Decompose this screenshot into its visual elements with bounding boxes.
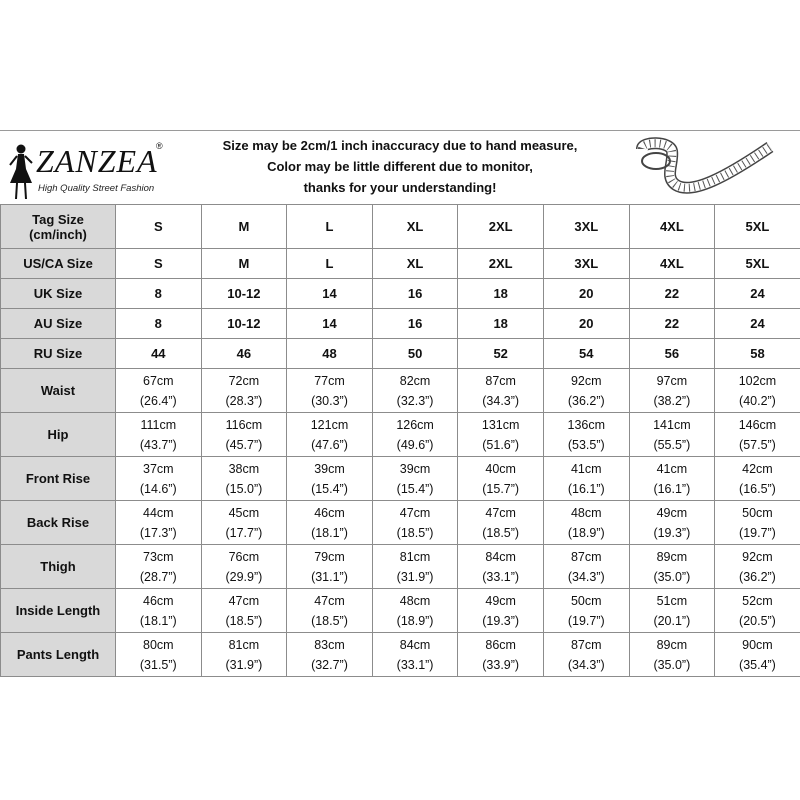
value-inch: (15.4”) bbox=[396, 481, 434, 496]
row-label: Inside Length bbox=[1, 589, 116, 633]
value-cm: 80cm bbox=[143, 637, 174, 652]
measurement-cell bbox=[715, 589, 800, 633]
measurement-cell bbox=[372, 501, 458, 545]
value-inch: (28.7”) bbox=[139, 569, 177, 584]
measurement-cell bbox=[287, 545, 373, 589]
value-cm: 45cm bbox=[228, 505, 260, 520]
measurement-cell bbox=[116, 501, 202, 545]
value-cm: 39cm bbox=[399, 461, 431, 476]
value-inch: (15.0”) bbox=[225, 481, 263, 496]
value-inch: (36.2”) bbox=[739, 569, 776, 584]
value-inch: (34.3”) bbox=[482, 393, 520, 408]
value-inch: (19.3”) bbox=[653, 525, 691, 540]
value-cm: 41cm bbox=[570, 461, 602, 476]
size-cell: 10-12 bbox=[201, 279, 287, 309]
value-inch: (17.3”) bbox=[139, 525, 177, 540]
value-cm: 116cm bbox=[225, 417, 263, 432]
measurement-cell bbox=[629, 633, 715, 677]
size-cell: S bbox=[116, 249, 202, 279]
size-cell: 50 bbox=[372, 339, 458, 369]
value-inch: (38.2”) bbox=[653, 393, 691, 408]
measurement-cell bbox=[458, 369, 544, 413]
value-cm: 131cm bbox=[481, 417, 520, 432]
value-inch: (32.7”) bbox=[311, 657, 348, 672]
value-cm: 42cm bbox=[742, 461, 773, 476]
value-cm: 39cm bbox=[314, 461, 345, 476]
size-cell: 20 bbox=[543, 309, 629, 339]
size-row bbox=[1, 249, 800, 279]
value-cm: 44cm bbox=[143, 505, 174, 520]
size-cell: 56 bbox=[629, 339, 715, 369]
value-inch: (16.1”) bbox=[567, 481, 605, 496]
size-cell: 8 bbox=[116, 309, 202, 339]
row-label: Thigh bbox=[1, 545, 116, 589]
value-cm: 73cm bbox=[143, 549, 174, 564]
measurement-cell bbox=[543, 633, 629, 677]
value-cm: 136cm bbox=[567, 417, 606, 432]
value-cm: 50cm bbox=[570, 593, 602, 608]
row-label: RU Size bbox=[1, 339, 116, 369]
value-cm: 50cm bbox=[742, 505, 773, 520]
measurement-cell bbox=[458, 457, 544, 501]
size-cell: 46 bbox=[201, 339, 287, 369]
row-label: US/CA Size bbox=[1, 249, 116, 279]
value-cm: 41cm bbox=[656, 461, 688, 476]
measurement-cell bbox=[201, 589, 287, 633]
value-inch: (28.3”) bbox=[225, 393, 263, 408]
value-cm: 79cm bbox=[314, 549, 345, 564]
measurement-row bbox=[1, 413, 800, 457]
value-cm: 111cm bbox=[140, 417, 177, 432]
value-inch: (35.4”) bbox=[739, 657, 776, 672]
measurement-cell bbox=[372, 457, 458, 501]
size-cell: 4XL bbox=[629, 249, 715, 279]
measurement-cell bbox=[201, 457, 287, 501]
value-inch: (18.1”) bbox=[139, 613, 177, 628]
size-cell: M bbox=[201, 205, 287, 249]
size-cell: 2XL bbox=[458, 249, 544, 279]
value-inch: (35.0”) bbox=[653, 657, 691, 672]
value-inch: (45.7”) bbox=[225, 437, 263, 452]
value-inch: (33.1”) bbox=[482, 569, 520, 584]
value-cm: 46cm bbox=[314, 505, 345, 520]
size-cell: 4XL bbox=[629, 205, 715, 249]
value-inch: (51.6”) bbox=[482, 437, 520, 452]
notice-line: thanks for your understanding! bbox=[303, 180, 497, 195]
size-cell: 22 bbox=[629, 309, 715, 339]
value-inch: (29.9”) bbox=[225, 569, 263, 584]
row-label: Pants Length bbox=[1, 633, 116, 677]
size-cell: XL bbox=[372, 205, 458, 249]
value-cm: 38cm bbox=[228, 461, 260, 476]
size-cell: 14 bbox=[287, 309, 373, 339]
measurement-cell bbox=[458, 545, 544, 589]
value-cm: 40cm bbox=[485, 461, 516, 476]
size-row bbox=[1, 309, 800, 339]
measurement-notice bbox=[205, 135, 595, 198]
size-row bbox=[1, 339, 800, 369]
measurement-cell bbox=[715, 369, 800, 413]
row-label: UK Size bbox=[1, 279, 116, 309]
measurement-cell bbox=[715, 545, 800, 589]
measurement-cell bbox=[629, 369, 715, 413]
row-label: Waist bbox=[1, 369, 116, 413]
value-inch: (14.6”) bbox=[139, 481, 177, 496]
notice-line: Size may be 2cm/1 inch inaccuracy due to hand measure, bbox=[222, 138, 578, 153]
measurement-cell bbox=[287, 413, 373, 457]
size-cell: L bbox=[287, 249, 373, 279]
value-cm: 141cm bbox=[653, 417, 691, 432]
measurement-cell bbox=[372, 369, 458, 413]
value-cm: 51cm bbox=[656, 593, 688, 608]
measurement-cell bbox=[629, 413, 715, 457]
value-cm: 47cm bbox=[228, 593, 260, 608]
size-cell: 18 bbox=[458, 279, 544, 309]
size-cell: 20 bbox=[543, 279, 629, 309]
size-cell: 22 bbox=[629, 279, 715, 309]
value-inch: (20.5”) bbox=[739, 613, 776, 628]
measurement-cell bbox=[287, 457, 373, 501]
value-inch: (16.1”) bbox=[653, 481, 691, 496]
measurement-cell bbox=[715, 457, 800, 501]
measurement-cell bbox=[201, 545, 287, 589]
woman-figure-icon bbox=[6, 143, 36, 203]
value-inch: (31.1”) bbox=[311, 569, 348, 584]
measurement-cell bbox=[543, 457, 629, 501]
value-inch: (36.2”) bbox=[567, 393, 605, 408]
size-chart-table bbox=[0, 204, 800, 677]
measurement-cell bbox=[715, 413, 800, 457]
size-cell: 16 bbox=[372, 279, 458, 309]
value-cm: 47cm bbox=[314, 593, 345, 608]
value-inch: (18.5”) bbox=[396, 525, 434, 540]
measurement-row bbox=[1, 589, 800, 633]
measurement-cell bbox=[543, 545, 629, 589]
size-cell: XL bbox=[372, 249, 458, 279]
value-cm: 126cm bbox=[396, 417, 434, 432]
measurement-cell bbox=[287, 633, 373, 677]
measurement-row bbox=[1, 501, 800, 545]
value-inch: (33.1”) bbox=[396, 657, 434, 672]
row-label: Back Rise bbox=[1, 501, 116, 545]
measurement-cell bbox=[201, 501, 287, 545]
size-cell: 5XL bbox=[715, 205, 800, 249]
measurement-cell bbox=[372, 545, 458, 589]
size-cell: 2XL bbox=[458, 205, 544, 249]
brand-name: ZANZEA bbox=[36, 143, 158, 179]
measurement-cell bbox=[116, 545, 202, 589]
size-cell: 8 bbox=[116, 279, 202, 309]
measurement-cell bbox=[201, 413, 287, 457]
value-inch: (15.7”) bbox=[482, 481, 520, 496]
measurement-cell bbox=[629, 457, 715, 501]
size-cell: 54 bbox=[543, 339, 629, 369]
value-cm: 49cm bbox=[656, 505, 688, 520]
value-cm: 87cm bbox=[570, 637, 602, 652]
value-inch: (34.3”) bbox=[567, 657, 605, 672]
size-cell: S bbox=[116, 205, 202, 249]
value-cm: 92cm bbox=[742, 549, 773, 564]
measurement-cell bbox=[543, 369, 629, 413]
value-cm: 67cm bbox=[143, 373, 174, 388]
value-cm: 87cm bbox=[485, 373, 516, 388]
value-cm: 84cm bbox=[399, 637, 431, 652]
size-row bbox=[1, 205, 800, 249]
size-cell: 24 bbox=[715, 309, 800, 339]
size-row bbox=[1, 279, 800, 309]
brand-tagline: High Quality Street Fashion bbox=[38, 183, 155, 194]
size-cell: M bbox=[201, 249, 287, 279]
measurement-cell bbox=[629, 501, 715, 545]
notice-line: Color may be little different due to monitor, bbox=[267, 159, 533, 174]
value-inch: (18.9”) bbox=[396, 613, 434, 628]
measurement-cell bbox=[458, 633, 544, 677]
measurement-cell bbox=[458, 413, 544, 457]
size-cell: 3XL bbox=[543, 205, 629, 249]
value-cm: 48cm bbox=[399, 593, 431, 608]
value-cm: 86cm bbox=[485, 637, 516, 652]
measurement-row bbox=[1, 633, 800, 677]
size-cell: 24 bbox=[715, 279, 800, 309]
measurement-cell bbox=[543, 589, 629, 633]
value-cm: 37cm bbox=[143, 461, 174, 476]
value-cm: 89cm bbox=[656, 637, 688, 652]
size-cell: 58 bbox=[715, 339, 800, 369]
value-inch: (31.9”) bbox=[396, 569, 434, 584]
value-inch: (17.7”) bbox=[225, 525, 263, 540]
row-label: Front Rise bbox=[1, 457, 116, 501]
value-cm: 48cm bbox=[570, 505, 602, 520]
measurement-cell bbox=[458, 589, 544, 633]
value-inch: (26.4”) bbox=[139, 393, 177, 408]
value-inch: (19.7”) bbox=[567, 613, 605, 628]
value-inch: (31.5”) bbox=[139, 657, 177, 672]
measurement-cell bbox=[372, 589, 458, 633]
value-inch: (49.6”) bbox=[396, 437, 434, 452]
measurement-row bbox=[1, 457, 800, 501]
value-inch: (47.6”) bbox=[311, 437, 348, 452]
value-inch: (18.9”) bbox=[567, 525, 605, 540]
measurement-cell bbox=[201, 633, 287, 677]
measurement-cell bbox=[715, 633, 800, 677]
value-cm: 72cm bbox=[228, 373, 260, 388]
size-cell: 44 bbox=[116, 339, 202, 369]
measurement-cell bbox=[543, 413, 629, 457]
value-cm: 77cm bbox=[314, 373, 345, 388]
measurement-cell bbox=[715, 501, 800, 545]
value-inch: (19.3”) bbox=[482, 613, 520, 628]
size-cell: 48 bbox=[287, 339, 373, 369]
measurement-cell bbox=[287, 369, 373, 413]
value-inch: (34.3”) bbox=[567, 569, 605, 584]
value-cm: 84cm bbox=[485, 549, 516, 564]
value-inch: (32.3”) bbox=[396, 393, 434, 408]
value-cm: 121cm bbox=[310, 417, 349, 432]
measurement-row bbox=[1, 369, 800, 413]
value-cm: 47cm bbox=[399, 505, 431, 520]
value-cm: 82cm bbox=[399, 373, 431, 388]
measurement-cell bbox=[287, 589, 373, 633]
value-cm: 49cm bbox=[485, 593, 516, 608]
value-inch: (15.4”) bbox=[311, 481, 348, 496]
value-inch: (16.5”) bbox=[739, 481, 776, 496]
value-inch: (30.3”) bbox=[311, 393, 348, 408]
value-inch: (57.5”) bbox=[739, 437, 776, 452]
value-inch: (40.2”) bbox=[739, 393, 776, 408]
measurement-cell bbox=[458, 501, 544, 545]
measurement-cell bbox=[116, 369, 202, 413]
value-cm: 146cm bbox=[738, 417, 777, 432]
value-cm: 90cm bbox=[742, 637, 773, 652]
value-inch: (18.5”) bbox=[225, 613, 263, 628]
size-cell: 16 bbox=[372, 309, 458, 339]
measurement-cell bbox=[629, 545, 715, 589]
size-cell: 52 bbox=[458, 339, 544, 369]
measurement-cell bbox=[116, 589, 202, 633]
value-cm: 83cm bbox=[314, 637, 345, 652]
measurement-cell bbox=[287, 501, 373, 545]
measurement-cell bbox=[543, 501, 629, 545]
value-cm: 52cm bbox=[742, 593, 773, 608]
size-cell: 14 bbox=[287, 279, 373, 309]
value-inch: (33.9”) bbox=[482, 657, 520, 672]
value-cm: 46cm bbox=[143, 593, 174, 608]
value-cm: 81cm bbox=[228, 637, 260, 652]
value-inch: (19.7”) bbox=[739, 525, 776, 540]
value-inch: (55.5”) bbox=[653, 437, 691, 452]
measurement-cell bbox=[629, 589, 715, 633]
value-inch: (35.0”) bbox=[653, 569, 691, 584]
value-inch: (20.1”) bbox=[653, 613, 691, 628]
brand-logo bbox=[6, 137, 196, 199]
value-cm: 97cm bbox=[656, 373, 688, 388]
measurement-cell bbox=[116, 457, 202, 501]
size-cell: 10-12 bbox=[201, 309, 287, 339]
row-label: AU Size bbox=[1, 309, 116, 339]
value-cm: 47cm bbox=[485, 505, 516, 520]
measurement-row bbox=[1, 545, 800, 589]
measurement-cell bbox=[372, 633, 458, 677]
value-inch: (18.5”) bbox=[482, 525, 520, 540]
value-cm: 76cm bbox=[228, 549, 260, 564]
size-cell: L bbox=[287, 205, 373, 249]
value-inch: (53.5”) bbox=[567, 437, 605, 452]
size-cell: 5XL bbox=[715, 249, 800, 279]
value-inch: (18.5”) bbox=[311, 613, 348, 628]
value-inch: (31.9”) bbox=[225, 657, 263, 672]
measurement-cell bbox=[116, 633, 202, 677]
registered-mark: ® bbox=[156, 141, 163, 151]
measuring-tape-icon bbox=[636, 137, 776, 199]
value-cm: 89cm bbox=[656, 549, 688, 564]
size-cell: 3XL bbox=[543, 249, 629, 279]
row-label: Tag Size (cm/inch) bbox=[1, 205, 116, 249]
measurement-cell bbox=[201, 369, 287, 413]
measurement-cell bbox=[372, 413, 458, 457]
row-label: Hip bbox=[1, 413, 116, 457]
value-inch: (18.1”) bbox=[311, 525, 348, 540]
value-cm: 87cm bbox=[570, 549, 602, 564]
size-cell: 18 bbox=[458, 309, 544, 339]
measurement-cell bbox=[116, 413, 202, 457]
value-inch: (43.7”) bbox=[139, 437, 177, 452]
header bbox=[0, 130, 800, 205]
value-cm: 102cm bbox=[738, 373, 777, 388]
value-cm: 81cm bbox=[399, 549, 431, 564]
value-cm: 92cm bbox=[570, 373, 602, 388]
